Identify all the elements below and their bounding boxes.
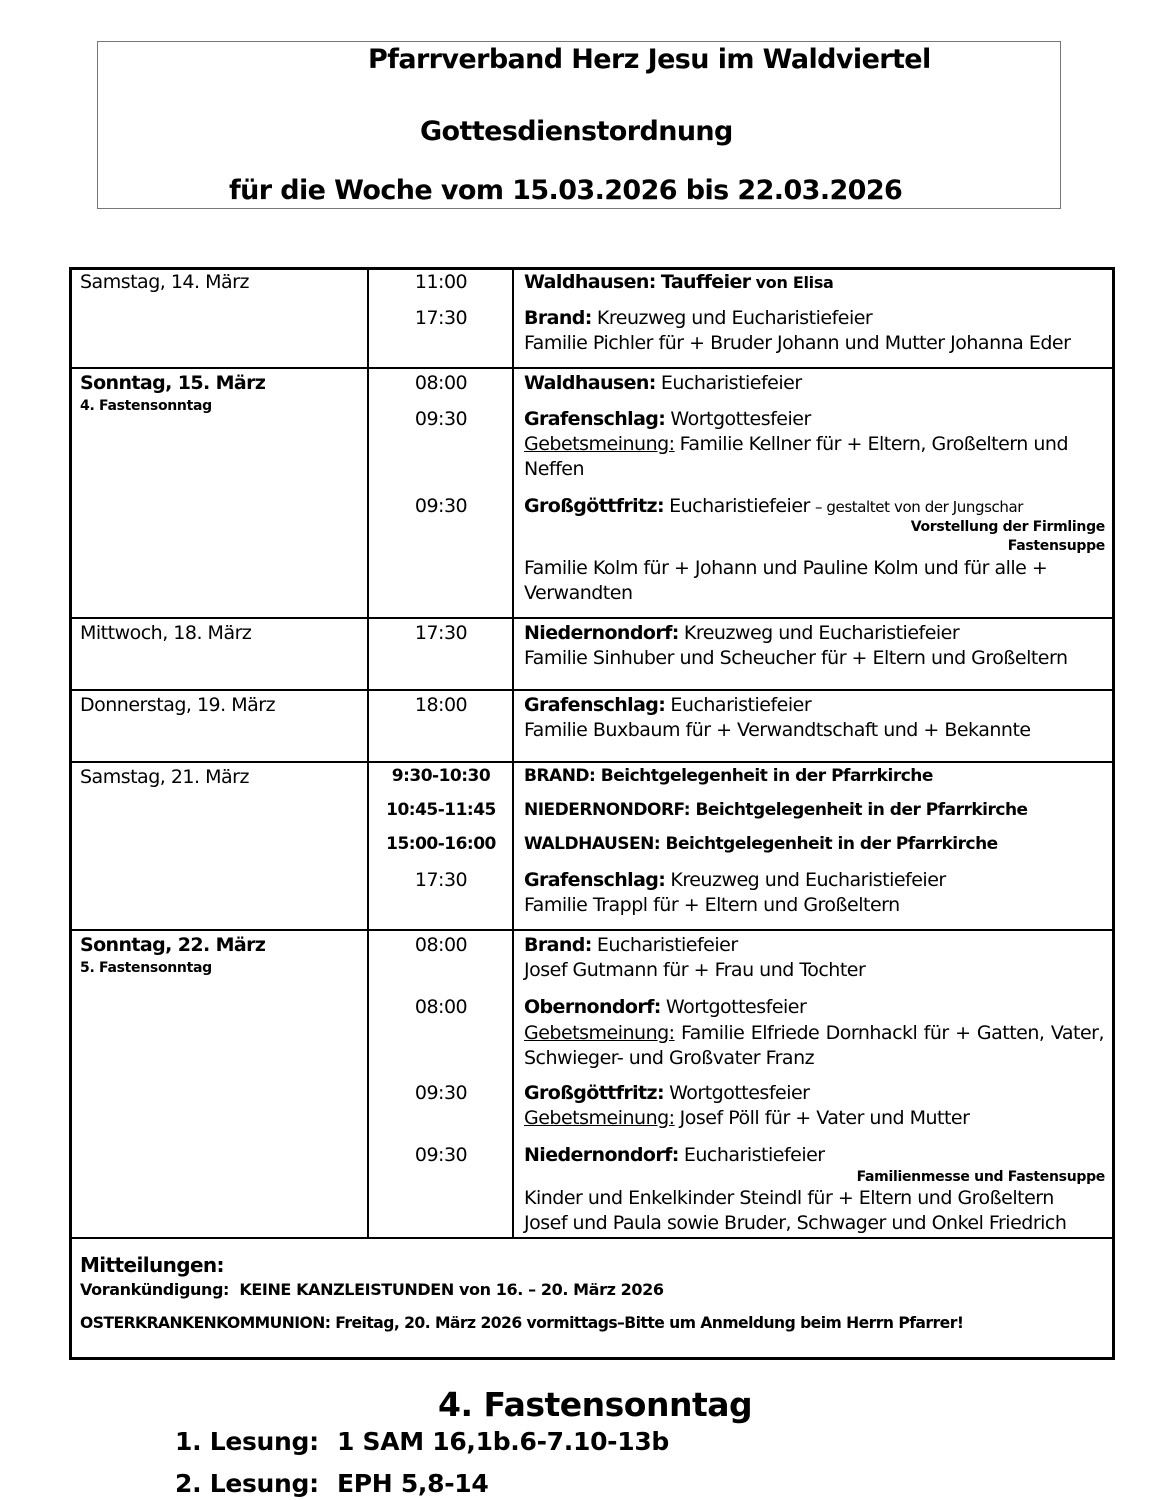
- event-intention: Familie Sinhuber und Scheucher für + Eltern und Großeltern: [524, 647, 1068, 669]
- announcement-item: OSTERKRANKENKOMMUNION: Freitag, 20. März 2026 vormittags–Bitte um Anmeldung beim Herrn Pfarrer!: [80, 1314, 964, 1332]
- event-time: 17:30: [414, 869, 468, 891]
- row-divider: [69, 929, 1115, 931]
- event-description: [524, 996, 806, 1018]
- reading-label: 2. Lesung:: [175, 1469, 319, 1498]
- page-title: Gottesdienstordnung: [420, 116, 733, 147]
- intention-text: Familie Elfriede Dornhackl für + Gatten, Vater, Schwieger- und Großvater Franz: [524, 1022, 1104, 1069]
- row-divider: [69, 689, 1115, 691]
- event-service: Kreuzweg und Eucharistiefeier: [596, 307, 873, 329]
- intention-text: Familie Kellner für + Eltern, Großeltern und: [679, 433, 1068, 455]
- event-service: Wortgottesfeier: [665, 996, 807, 1018]
- row-divider: [69, 617, 1115, 619]
- organization-title: Pfarrverband Herz Jesu im Waldviertel: [368, 44, 931, 75]
- event-time: 08:00: [414, 996, 468, 1018]
- event-time: 08:00: [414, 372, 468, 394]
- event-description: [524, 934, 738, 956]
- event-intention: Familie Pichler für + Bruder Johann und Mutter Johanna Eder: [524, 332, 1071, 354]
- event-place: Niedernondorf:: [524, 622, 679, 644]
- reading-label: 1. Lesung:: [175, 1427, 319, 1456]
- event-service: Tauffeier: [660, 271, 751, 293]
- day-label: Sonntag, 15. März: [80, 372, 266, 394]
- event-time: 10:45-11:45: [386, 800, 496, 820]
- row-divider: [69, 761, 1115, 763]
- event-intention: [524, 1107, 969, 1129]
- event-service: Kreuzweg und Eucharistiefeier: [670, 869, 946, 891]
- day-label: Mittwoch, 18. März: [80, 622, 252, 644]
- event-service: Eucharistiefeier: [660, 372, 802, 394]
- event-place: Waldhausen:: [524, 271, 656, 293]
- event-description: [524, 307, 872, 329]
- day-label: Samstag, 14. März: [80, 271, 249, 293]
- day-label: Samstag, 21. März: [80, 766, 249, 788]
- day-subtitle: 5. Fastensonntag: [80, 960, 212, 976]
- table-border-left: [69, 267, 72, 1360]
- event-place: Großgöttfritz:: [524, 1082, 664, 1104]
- intention-continuation: Verwandten: [524, 582, 633, 604]
- event-extra: von Elisa: [755, 273, 834, 292]
- event-description: [524, 271, 834, 293]
- event-intention: [524, 1021, 1104, 1071]
- reading-reference: 1 SAM 16,1b.6-7.10-13b: [337, 1427, 670, 1456]
- event-intention: Kinder und Enkelkinder Steindl für + Eltern und Großeltern: [524, 1187, 1054, 1209]
- event-place: Brand:: [524, 934, 592, 956]
- event-note-right: Vorstellung der Firmlinge: [910, 519, 1105, 535]
- day-label: Donnerstag, 19. März: [80, 694, 276, 716]
- event-description: WALDHAUSEN: Beichtgelegenheit in der Pfarrkirche: [524, 834, 998, 854]
- event-time: 15:00-16:00: [386, 834, 496, 854]
- event-description: [524, 408, 811, 430]
- row-divider: [69, 1237, 1115, 1239]
- event-time: 09:30: [414, 408, 468, 430]
- event-note-right: Fastensuppe: [1007, 538, 1105, 554]
- event-intention: Josef Gutmann für + Frau und Tochter: [524, 959, 866, 981]
- event-service: Eucharistiefeier: [670, 694, 812, 716]
- event-place: Obernondorf:: [524, 996, 661, 1018]
- event-intention: Familie Buxbaum für + Verwandtschaft und + Bekannte: [524, 719, 1031, 741]
- reading-reference: EPH 5,8-14: [337, 1469, 489, 1498]
- day-subtitle: 4. Fastensonntag: [80, 398, 212, 414]
- event-description: BRAND: Beichtgelegenheit in der Pfarrkirche: [524, 766, 933, 786]
- event-service: Eucharistiefeier: [669, 495, 810, 517]
- event-service: Wortgottesfeier: [669, 1082, 810, 1104]
- table-border-right: [1112, 267, 1115, 1360]
- event-time: 11:00: [414, 271, 468, 293]
- event-time: 17:30: [414, 622, 468, 644]
- event-description: [524, 622, 959, 644]
- event-service: Kreuzweg und Eucharistiefeier: [683, 622, 960, 644]
- event-place: Grafenschlag:: [524, 408, 666, 430]
- intention-text: Josef Pöll für + Vater und Mutter: [679, 1107, 970, 1129]
- event-place: Grafenschlag:: [524, 869, 666, 891]
- event-place: Waldhausen:: [524, 372, 656, 394]
- event-intention: Familie Trappl für + Eltern und Großeltern: [524, 894, 900, 916]
- event-service: Eucharistiefeier: [683, 1144, 825, 1166]
- event-intention: [524, 433, 1068, 455]
- day-label: Sonntag, 22. März: [80, 934, 266, 956]
- intention-label: Gebetsmeinung:: [524, 1022, 675, 1044]
- announcement-item: Vorankündigung: KEINE KANZLEISTUNDEN von 16. – 20. März 2026: [80, 1280, 664, 1299]
- intention-label: Gebetsmeinung:: [524, 433, 675, 455]
- intention-label: Gebetsmeinung:: [524, 1107, 675, 1129]
- event-time: 9:30-10:30: [391, 766, 491, 786]
- intention-continuation: Josef und Paula sowie Bruder, Schwager und Onkel Friedrich: [524, 1212, 1067, 1234]
- event-note-right: Familienmesse und Fastensuppe: [856, 1169, 1105, 1185]
- row-divider: [69, 367, 1115, 369]
- intention-continuation: Neffen: [524, 458, 585, 480]
- readings-title: 4. Fastensonntag: [438, 1385, 753, 1424]
- table-border-bottom: [69, 1357, 1115, 1360]
- event-intention: Familie Kolm für + Johann und Pauline Kolm und für alle +: [524, 557, 1048, 579]
- event-description: [524, 1082, 809, 1104]
- event-service: Eucharistiefeier: [596, 934, 738, 956]
- event-description: NIEDERNONDORF: Beichtgelegenheit in der Pfarrkirche: [524, 800, 1028, 820]
- event-description: [524, 694, 811, 716]
- event-time: 09:30: [414, 1082, 468, 1104]
- table-border-top: [69, 267, 1115, 270]
- event-place: Niedernondorf:: [524, 1144, 679, 1166]
- event-description: [524, 495, 1023, 517]
- announcements-heading: Mitteilungen:: [80, 1253, 224, 1277]
- event-service: Wortgottesfeier: [670, 408, 811, 430]
- event-note: – gestaltet von der Jungschar: [814, 498, 1024, 516]
- event-description: [524, 869, 946, 891]
- event-time: 09:30: [414, 1144, 468, 1166]
- event-time: 09:30: [414, 495, 468, 517]
- event-place: Brand:: [524, 307, 592, 329]
- event-time: 18:00: [414, 694, 468, 716]
- event-place: Grafenschlag:: [524, 694, 666, 716]
- event-time: 17:30: [414, 307, 468, 329]
- week-range: für die Woche vom 15.03.2026 bis 22.03.2026: [229, 175, 903, 206]
- event-description: [524, 1144, 825, 1166]
- event-place: Großgöttfritz:: [524, 495, 664, 517]
- event-description: [524, 372, 802, 394]
- event-time: 08:00: [414, 934, 468, 956]
